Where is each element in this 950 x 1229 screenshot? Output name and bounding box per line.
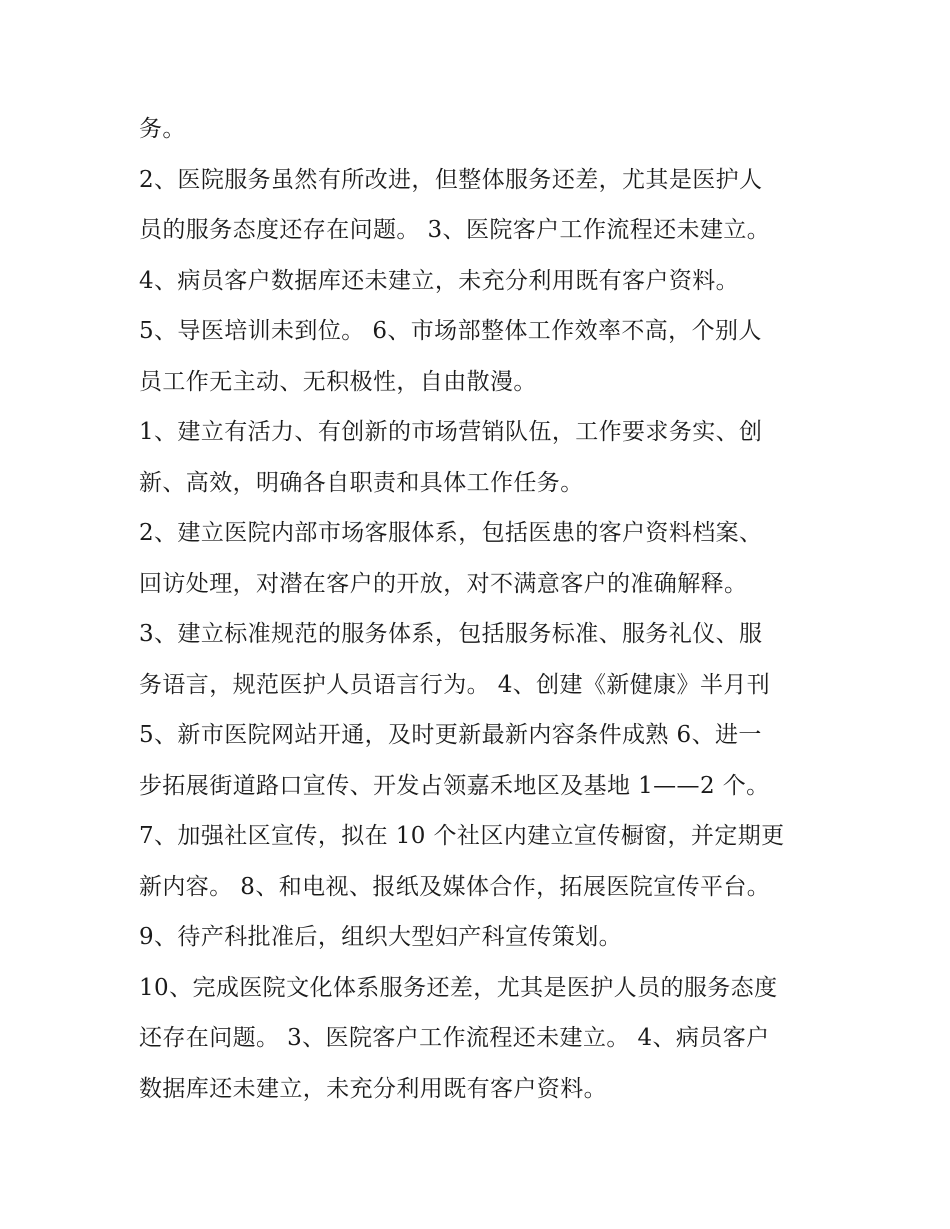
text-line: 务。 (139, 116, 186, 142)
text-line: 员工作无主动、无积极性，自由散漫。 (139, 368, 537, 395)
text-line: 5、导医培训未到位。 6、市场部整体工作效率不高，个别人 (139, 318, 762, 344)
text-line: 务语言，规范医护人员语言行为。 4、创建《新健康》半月刊 (139, 671, 771, 698)
text-line: 员的服务态度还存在问题。 3、医院客户工作流程还未建立。 (139, 217, 771, 243)
text-line: 4、病员客户数据库还未建立，未充分利用既有客户资料。 (139, 267, 740, 294)
text-line: 7、加强社区宣传，拟在 10 个社区内建立宣传橱窗，并定期更 (139, 823, 785, 849)
text-line: 新、高效，明确各自职责和具体工作任务。 (139, 469, 584, 496)
text-line: 3、建立标准规范的服务体系，包括服务标准、服务礼仪、服 (139, 621, 763, 647)
text-line: 新内容。 8、和电视、报纸及媒体合作，拓展医院宣传平台。 (139, 873, 771, 900)
text-line: 1、建立有活力、有创新的市场营销队伍，工作要求务实、创 (139, 419, 763, 445)
text-line: 2、建立医院内部市场客服体系，包括医患的客户资料档案、 (139, 520, 763, 546)
text-line: 还存在问题。 3、医院客户工作流程还未建立。 4、病员客户 (139, 1025, 770, 1051)
body-text (139, 104, 819, 1114)
text-line: 10、完成医院文化体系服务还差，尤其是医护人员的服务态度 (139, 974, 778, 1001)
text-line: 5、新市医院网站开通，及时更新最新内容条件成熟 6、进一 (139, 722, 762, 748)
text-line: 数据库还未建立，未充分利用既有客户资料。 (139, 1075, 607, 1102)
text-line: 9、待产科批准后，组织大型妇产科宣传策划。 (139, 924, 623, 950)
text-line: 回访处理，对潜在客户的开放，对不满意客户的准确解释。 (139, 570, 748, 597)
text-line: 2、医院服务虽然有所改进，但整体服务还差，尤其是医护人 (139, 166, 763, 193)
text-line: 步拓展街道路口宣传、开发占领嘉禾地区及基地 1——2 个。 (139, 772, 770, 799)
